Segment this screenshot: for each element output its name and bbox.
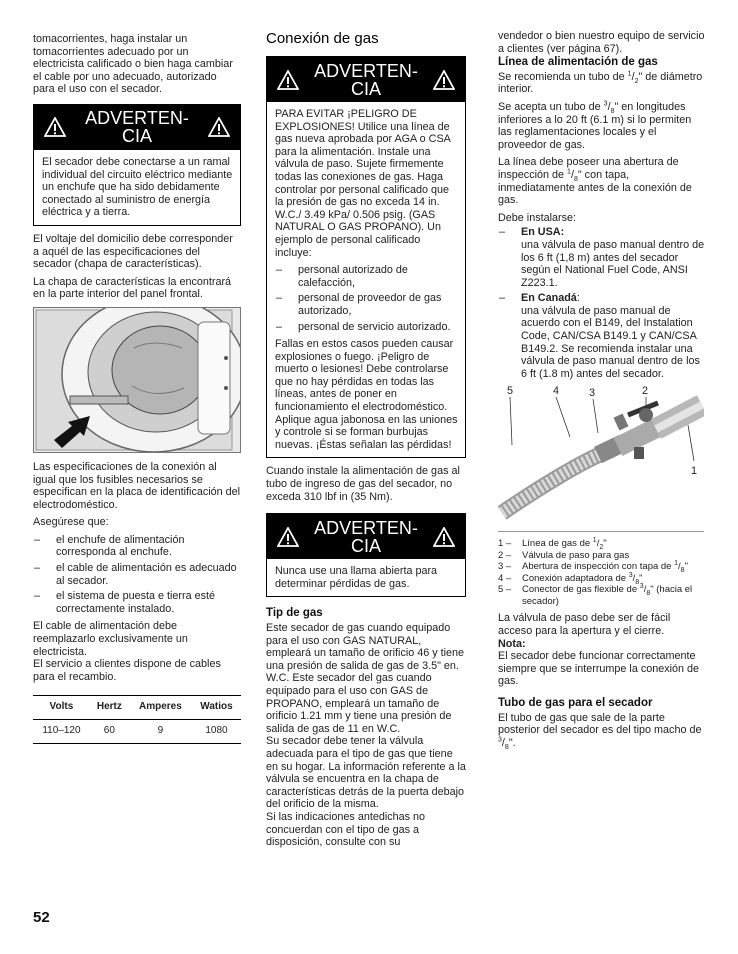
tip-heading: Tip de gas (266, 607, 323, 620)
caption-text: Abertura de inspección con tapa de (522, 561, 675, 573)
list-item-usa (498, 226, 705, 289)
diagram-captions (498, 538, 705, 607)
diagram-label: 4 (553, 385, 560, 398)
fraction-num: 3 (628, 571, 633, 579)
fraction-den: 8 (635, 578, 640, 586)
tip-paragraph: Su secador debe tener la válvula adecuada para el tipo de gas que tiene en su hogar. La información referente a la válvula se encuentra en la chapa de características detrás de la puerta debajo del orificio de la misma. (266, 735, 466, 811)
caption-number: 5 – (498, 584, 512, 596)
caption-text: Válvula de paso para gas (522, 549, 630, 561)
cable-paragraph: El cable de alimentación debe reemplazarlo exclusivamente un electricista. (33, 620, 188, 658)
install-paragraph: Debe instalarse: (498, 211, 577, 224)
fraction-num: 3 (498, 736, 502, 744)
warning-triangle-icon (433, 527, 455, 547)
column-1 (33, 33, 241, 744)
table-cell: 60 (90, 720, 129, 744)
warning-triangle-icon (277, 527, 299, 547)
note-label: Nota: (498, 637, 526, 650)
warning-box-electrical (33, 104, 241, 226)
caption-text: " (639, 572, 643, 584)
dryer-drum-drawing (34, 308, 240, 452)
warning-body (267, 102, 465, 457)
fraction-num: 3 (603, 100, 608, 108)
specifications-paragraph: Las especificaciones de la conexión al igual que los fusibles necesarios se especifican en la placa de identificación del electrodoméstico. (33, 460, 241, 511)
gas-line-paragraph: La línea debe poseer una abertura de inspección de $^1/_8$" con tapa, inmediatamente antes de la conexión de gas. (498, 156, 692, 207)
item-label: En Canadá (521, 292, 577, 305)
gas-line-heading: Línea de alimentación de gas (498, 56, 658, 69)
caption-text: Conector de gas flexible de (522, 584, 640, 596)
text: " de diámetro interior. (498, 70, 703, 96)
gas-pipe-drawing (498, 385, 704, 531)
warning-title: ADVERTEN- CIA (314, 517, 418, 556)
warning-title: ADVERTEN- CIA (85, 108, 189, 147)
warning-header (34, 105, 240, 150)
caption-number: 2 – (498, 549, 512, 561)
caption-item: 3 – Abertura de inspección con tapa de $^1/_8$" (498, 560, 688, 575)
intro-paragraph: tomacorrientes, haga instalar un tomacorrientes adecuado por un electricista calificado o bien haga cambiar el cable por uno adecuado, autorizado para el uso con el secador. (33, 33, 233, 96)
item-label: En USA: (521, 226, 565, 239)
continuation-paragraph: vendedor o bien nuestro equipo de servicio a clientes (ver página 67). (498, 30, 705, 55)
diagram-label: 1 (691, 465, 698, 478)
warning-triangle-icon (44, 117, 66, 137)
tip-paragraph: Este secador de gas cuando equipado para el uso con GAS NATURAL, empleará un tamaño de orificio 46 y tiene una presión de salida de gas de 3.5" en. W.C. Este secador del gas cuando equipado para el uso con GAS de PROPANO, empleará un tamaño de orificio 1.21 mm y tiene una presión de salida de gas de 11 en W.C. (266, 622, 465, 735)
fraction-den: 8 (646, 590, 651, 598)
warning-box-flame (266, 513, 466, 597)
gas-line-paragraph: Se recomienda un tubo de $^1/_2$" de diámetro interior. (498, 70, 703, 96)
caption-text: " (hacia el secador) (522, 584, 693, 607)
diagram-label: 3 (589, 387, 596, 400)
fraction-den: 8 (573, 176, 578, 184)
table-header: Watios (192, 696, 241, 720)
fraction-num: 1 (674, 560, 679, 568)
warning-box-explosion (266, 56, 466, 458)
warning-text: PARA EVITAR ¡PELIGRO DE EXPLOSIONES! Utilice una línea de gas nueva aprobada por AGA o CSA para la alimentación. Instale una válvula de paso. Sujete firmemente todas las conexiones de gas. Haga controlar por personal calificado que la presión de gas no exceda 14 in. W.C./ 3.49 kPa/ 0.506 psig. (GAS NATURAL O GAS PROPANO). Un ejemplo de personal calificado incluye: (275, 108, 451, 259)
diagram-label: 5 (507, 385, 514, 398)
text: Se acepta un tubo de (498, 100, 604, 113)
torque-paragraph: Cuando instale la alimentación de gas al tubo de ingreso de gas del secador, no exceda 310 lbf in (35 Nm). (266, 465, 460, 503)
warning-header (267, 57, 465, 102)
item-text: una válvula de paso manual de acuerdo con el B149, del Instalation Code, CAN/CSA B149.1 y CAN/CSA B149.2. Se recomienda instalar una válvula de paso manual dentro de los 6 ft (1.8 m) antes del secador. (521, 304, 700, 380)
dryer-door-illustration (33, 307, 241, 453)
fraction-den: 2 (599, 544, 604, 552)
list-item: – personal de servicio autorizado. (275, 321, 459, 334)
caption-number: 3 – (498, 561, 512, 573)
fraction-den: 2 (634, 77, 639, 85)
rating-plate-paragraph: La chapa de características la encontrará en la parte interior del panel frontal. (33, 275, 232, 301)
fraction-num: 3 (639, 583, 644, 591)
list-item: – personal de proveedor de gas autorizado, (275, 292, 459, 317)
caption-text: Conexión adaptadora de (522, 572, 629, 584)
text: " con tapa, inmediatamente antes de la conexión de gas. (498, 168, 692, 207)
caption-item: 4 – Conexión adaptadora de $^3/_8$" (498, 571, 643, 586)
qualified-personnel-list (275, 264, 459, 333)
service-paragraph: El servicio a clientes dispone de cables para el recambio. (33, 658, 221, 683)
text: " en longitudes inferiores a lo 20 ft (6.1 m) si lo permiten las reglamentaciones locales y el proveedor de gas. (498, 100, 692, 151)
caption-text: Línea de gas de (522, 538, 593, 550)
warning-triangle-icon (433, 70, 455, 90)
diagram-label: 2 (642, 385, 649, 398)
table-row (33, 720, 241, 744)
caption-text: " (603, 538, 607, 550)
caption-item: 1 – Línea de gas de $^1/_2$" (498, 537, 607, 552)
electrical-spec-table (33, 695, 241, 743)
table-header-row (33, 696, 241, 720)
fraction-num: 1 (627, 70, 632, 78)
list-item: – el cable de alimentación es adecuado al secador. (33, 562, 241, 587)
gas-pipe-diagram (498, 385, 704, 532)
column-3 (498, 30, 705, 754)
warning-text: Fallas en estos casos pueden causar explosiones o fuego. ¡Peligro de muerto o lesiones! Debe controlarse que no hay pérdidas en todas las líneas, antes de poner en funcionamiento el electrodoméstico. Aplique agua jabonosa en las uniones y controle si se forman burbujas nuevas. ¡Éstas señalan las pérdidas! (275, 338, 458, 451)
caption-text: " (684, 561, 688, 573)
table-cell: 9 (129, 720, 192, 744)
valve-paragraph: La válvula de paso debe ser de fácil acceso para la apertura y el cierre. (498, 612, 671, 638)
warning-triangle-icon (277, 70, 299, 90)
list-item-canada: – En Canadá: una válvula de paso manual de acuerdo con el B149, del Instalation Code, CAN/CSA B149.1 y CAN/CSA B149.2. Se recomienda instalar una válvula de paso manual dentro de los 6 ft (1.8 m) antes del secador. (498, 292, 705, 380)
table-header: Hertz (90, 696, 129, 720)
list-item: – el enchufe de alimentación corresponda al enchufe. (33, 534, 241, 559)
dryer-pipe-paragraph: El tubo de gas que sale de la parte posterior del secador es del tipo macho de $^3/_8$". (498, 711, 702, 751)
page-number: 52 (33, 909, 50, 926)
warning-body: Nunca use una llama abierta para determinar pérdidas de gas. (275, 565, 438, 590)
dryer-pipe-heading: Tubo de gas para el secador (498, 697, 653, 709)
table-cell: 1080 (192, 720, 241, 744)
fraction-num: 1 (592, 537, 597, 545)
item-text: una válvula de paso manual dentro de los 6 ft (1,8 m) antes del secador según el National Fuel Code, ANSI Z223.1. (521, 238, 705, 289)
ensure-list (33, 534, 241, 616)
text: Se recomienda un tubo de (498, 70, 628, 83)
ensure-paragraph: Asegúrese que: (33, 516, 109, 529)
column-2 (266, 30, 466, 854)
warning-title: ADVERTEN- CIA (314, 60, 418, 99)
warning-header (267, 514, 465, 559)
fraction-den: 8 (680, 567, 685, 575)
note-text: El secador debe funcionar correctamente siempre que se interrumpe la conexión de gas. (498, 650, 700, 688)
text: ". (508, 736, 516, 749)
install-list (498, 226, 705, 380)
voltage-paragraph: El voltaje del domicilio debe corresponder a aquél de las especificaciones del secador (chapa de características). (33, 232, 233, 271)
gas-line-paragraph: Se acepta un tubo de $^3/_8$" en longitudes inferiores a lo 20 ft (6.1 m) si lo permiten las reglamentaciones locales y el proveedor de gas. (498, 100, 692, 151)
text: La línea debe poseer una abertura de inspección de (498, 156, 679, 181)
warning-triangle-icon (208, 117, 230, 137)
caption-item: 5 – Conector de gas flexible de $^3/_8$" (hacia el secador) (498, 583, 693, 607)
section-heading-gas: Conexión de gas (266, 30, 379, 47)
table-cell: 110–120 (33, 720, 90, 744)
caption-number: 4 – (498, 572, 512, 584)
text: El tubo de gas que sale de la parte posterior del secador es del tipo macho de (498, 711, 702, 737)
tip-paragraph: Si las indicaciones antedichas no concuerdan con el tipo de gas a disposición, consulte con su (266, 810, 426, 849)
table-header: Volts (33, 696, 90, 720)
fraction-den: 8 (504, 743, 509, 751)
fraction-num: 1 (567, 168, 571, 176)
fraction-den: 8 (610, 108, 615, 116)
warning-body: El secador debe conectarse a un ramal individual del circuito eléctrico mediante un enchufe que ha sido debidamente conectado al suministro de energía eléctrica y a tierra. (42, 155, 233, 219)
list-item: – personal autorizado de calefacción, (275, 264, 459, 289)
table-header: Amperes (129, 696, 192, 720)
list-item: – el sistema de puesta e tierra esté correctamente instalado. (33, 590, 241, 615)
caption-number: 1 – (498, 538, 512, 550)
